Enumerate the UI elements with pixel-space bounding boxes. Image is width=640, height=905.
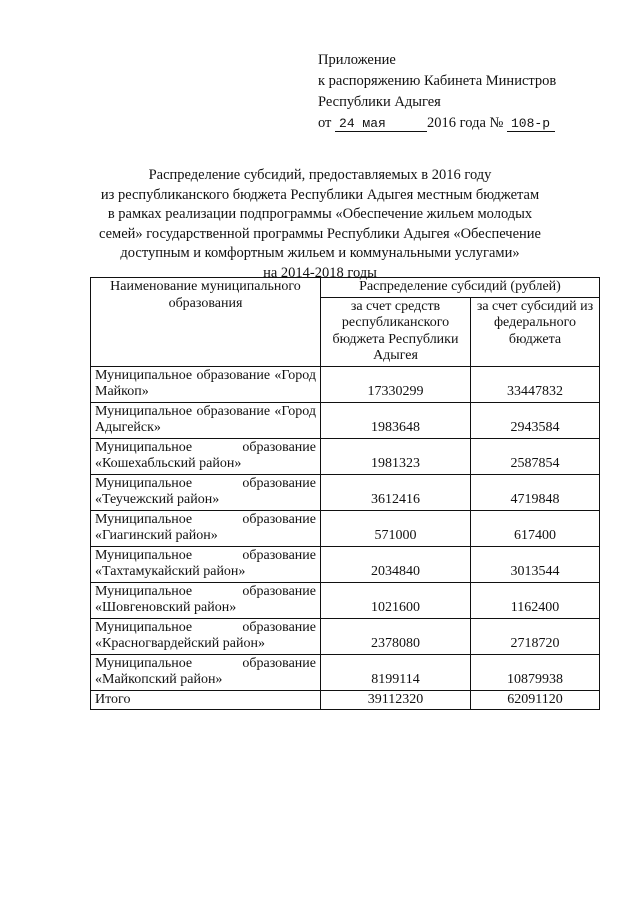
federal-amount: 3013544 [471, 546, 600, 582]
republic-amount: 3612416 [321, 474, 471, 510]
total-republic-amount: 39112320 [321, 690, 471, 710]
title-line: доступным и комфортным жильем и коммунальными услугами» [120, 245, 520, 261]
republic-amount: 1983648 [321, 402, 471, 438]
appendix-date: 24 мая [335, 116, 427, 132]
municipality-name: Муниципальное образование «Красногвардейский район» [91, 618, 321, 654]
table-row [91, 582, 600, 618]
header-republic-funds: за счет средств республиканского бюджета Республики Адыгея [321, 297, 471, 366]
municipality-name: Муниципальное образование «Гиагинский район» [91, 510, 321, 546]
document-title [70, 166, 570, 283]
municipality-name: Муниципальное образование «Тахтамукайский район» [91, 546, 321, 582]
republic-amount: 2378080 [321, 618, 471, 654]
federal-amount: 2587854 [471, 438, 600, 474]
title-line: в рамках реализации подпрограммы «Обеспечение жильем молодых [107, 206, 533, 222]
municipality-name: Муниципальное образование «Город Адыгейск» [91, 402, 321, 438]
table-row [91, 402, 600, 438]
header-federal-funds: за счет субсидий из федерального бюджета [471, 297, 600, 366]
table-row [91, 618, 600, 654]
title-line: на 2014-2018 годы [263, 264, 377, 281]
federal-amount: 2943584 [471, 402, 600, 438]
appendix-block [318, 50, 618, 134]
appendix-title: Приложение [318, 52, 396, 68]
table-row [91, 366, 600, 402]
table-total-row [91, 690, 600, 710]
federal-amount: 33447832 [471, 366, 600, 402]
title-line: из республиканского бюджета Республики Адыгея местным бюджетам [100, 186, 540, 203]
federal-amount: 10879938 [471, 654, 600, 690]
municipality-name: Муниципальное образование «Город Майкоп» [91, 366, 321, 402]
appendix-order-ref: к распоряжению Кабинета Министров [318, 73, 557, 89]
federal-amount: 4719848 [471, 474, 600, 510]
header-municipality: Наименование муниципального образования [91, 278, 321, 367]
title-line: семей» государственной программы Республики Адыгея «Обеспечение [99, 225, 541, 242]
federal-amount: 617400 [471, 510, 600, 546]
table-row [91, 438, 600, 474]
municipality-name: Муниципальное образование «Шовгеновский район» [91, 582, 321, 618]
table-row [91, 546, 600, 582]
title-line: Распределение субсидий, предоставляемых в 2016 году [148, 167, 492, 183]
municipality-name: Муниципальное образование «Кошехабльский район» [91, 438, 321, 474]
municipality-name: Муниципальное образование «Майкопский район» [91, 654, 321, 690]
republic-amount: 1981323 [321, 438, 471, 474]
republic-amount: 571000 [321, 510, 471, 546]
municipality-name: Муниципальное образование «Теучежский район» [91, 474, 321, 510]
federal-amount: 2718720 [471, 618, 600, 654]
appendix-number: 108-р [507, 116, 555, 132]
table-row [91, 510, 600, 546]
subsidy-table [90, 277, 600, 710]
republic-amount: 1021600 [321, 582, 471, 618]
total-federal-amount: 62091120 [471, 690, 600, 710]
table-row [91, 654, 600, 690]
appendix-republic: Республики Адыгея [318, 94, 441, 110]
total-label: Итого [91, 690, 321, 710]
republic-amount: 2034840 [321, 546, 471, 582]
federal-amount: 1162400 [471, 582, 600, 618]
republic-amount: 8199114 [321, 654, 471, 690]
appendix-from-prefix: от [318, 115, 332, 131]
header-distribution: Распределение субсидий (рублей) [321, 278, 600, 298]
table-header-row [91, 278, 600, 298]
appendix-year-text: 2016 года № [427, 115, 504, 131]
appendix-date-line [318, 113, 618, 134]
table-row [91, 474, 600, 510]
republic-amount: 17330299 [321, 366, 471, 402]
